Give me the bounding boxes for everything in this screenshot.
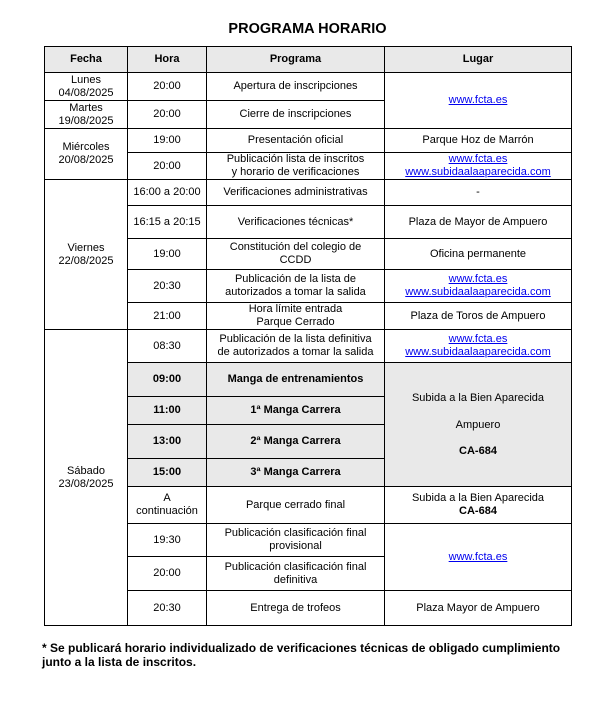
date-cell (45, 73, 128, 101)
programa-cell (207, 270, 385, 303)
weekday: Martes (69, 101, 103, 114)
hora-cell: 13:00 (128, 425, 207, 459)
programa-line: Constitución del colegio de (229, 241, 362, 253)
subida-link[interactable]: www.subidaalaaparecida.com (405, 166, 551, 178)
header-hora: Hora (128, 47, 207, 73)
programa-line: y horario de verificaciones (231, 166, 360, 178)
programa-line: provisional (269, 540, 322, 552)
lugar-cell (385, 363, 572, 487)
hora-cell: 20:00 (128, 557, 207, 591)
hora-cell: 16:00 a 20:00 (128, 180, 207, 206)
hora-cell (128, 487, 207, 524)
lugar-cell: Parque Hoz de Marrón (385, 129, 572, 153)
subida-link[interactable]: www.subidaalaaparecida.com (405, 346, 551, 358)
programa-line: Publicación de la lista de (234, 273, 357, 285)
programa-cell: 1ª Manga Carrera (207, 397, 385, 425)
hora-line: continuación (136, 505, 198, 517)
lugar-line: Subida a la Bien Aparecida (411, 492, 545, 504)
header-row (45, 47, 572, 73)
programa-line: definitiva (273, 573, 318, 586)
hora-cell: 08:30 (128, 330, 207, 363)
programa-cell (207, 557, 385, 591)
header-lugar: Lugar (385, 47, 572, 73)
hora-cell: 20:00 (128, 101, 207, 129)
hora-cell: 16:15 a 20:15 (128, 206, 207, 239)
programa-line: CCDD (279, 254, 312, 266)
hora-line: A (163, 492, 171, 504)
programa-line: Publicación lista de inscritos (226, 153, 365, 165)
programa-cell: Cierre de inscripciones (207, 101, 385, 129)
date-cell (45, 330, 128, 626)
lugar-cell (385, 73, 572, 129)
header-fecha: Fecha (45, 47, 128, 73)
hora-cell: 11:00 (128, 397, 207, 425)
date-cell (45, 101, 128, 129)
hora-cell: 19:00 (128, 239, 207, 270)
lugar-cell: - (385, 180, 572, 206)
fcta-link[interactable]: www.fcta.es (448, 153, 508, 165)
programa-cell (207, 239, 385, 270)
programa-cell (207, 330, 385, 363)
programa-line: Hora límite entrada (248, 303, 343, 315)
programa-cell: Entrega de trofeos (207, 591, 385, 626)
fcta-link[interactable]: www.fcta.es (448, 273, 508, 285)
programa-cell: 3ª Manga Carrera (207, 459, 385, 487)
date-cell (45, 180, 128, 330)
programa-cell (207, 303, 385, 330)
hora-cell: 19:00 (128, 129, 207, 153)
fcta-link[interactable]: www.fcta.es (448, 333, 508, 345)
lugar-cell: Plaza de Toros de Ampuero (385, 303, 572, 330)
fcta-link[interactable]: www.fcta.es (448, 94, 508, 106)
programa-cell: Verificaciones administrativas (207, 180, 385, 206)
weekday: Sábado (67, 464, 105, 477)
programa-line: autorizados a tomar la salida (225, 286, 366, 298)
lugar-cell: Plaza Mayor de Ampuero (385, 591, 572, 626)
date: 20/08/2025 (58, 154, 114, 166)
header-programa: Programa (207, 47, 385, 73)
date: 04/08/2025 (58, 86, 114, 99)
lugar-cell: Plaza de Mayor de Ampuero (385, 206, 572, 239)
lugar-line: CA-684 (459, 505, 497, 517)
programa-cell (207, 153, 385, 180)
lugar-line: Ampuero (455, 418, 501, 431)
programa-line: Publicación de la lista definitiva (219, 333, 372, 345)
programa-cell: Presentación oficial (207, 129, 385, 153)
hora-cell: 20:00 (128, 153, 207, 180)
hora-cell: 20:30 (128, 591, 207, 626)
lugar-cell (385, 487, 572, 524)
date: 23/08/2025 (58, 477, 114, 490)
weekday: Miércoles (62, 141, 110, 153)
date: 19/08/2025 (58, 114, 114, 127)
programa-line: Publicación clasificación final (224, 560, 367, 573)
lugar-line: CA-684 (459, 444, 497, 457)
hora-cell: 09:00 (128, 363, 207, 397)
hora-cell: 20:30 (128, 270, 207, 303)
lugar-cell (385, 270, 572, 303)
subida-link[interactable]: www.subidaalaaparecida.com (405, 286, 551, 298)
table-row (45, 129, 572, 153)
date-cell (45, 129, 128, 180)
weekday: Lunes (71, 73, 101, 86)
programa-line: de autorizados a tomar la salida (217, 346, 374, 358)
table-row (45, 180, 572, 206)
programa-cell: 2ª Manga Carrera (207, 425, 385, 459)
hora-cell: 15:00 (128, 459, 207, 487)
lugar-cell (385, 330, 572, 363)
schedule-table (44, 46, 572, 626)
hora-cell: 19:30 (128, 524, 207, 557)
lugar-cell: Oficina permanente (385, 239, 572, 270)
table-row (45, 330, 572, 363)
fcta-link[interactable]: www.fcta.es (448, 550, 508, 563)
programa-cell: Manga de entrenamientos (207, 363, 385, 397)
programa-line: Parque Cerrado (256, 316, 335, 328)
programa-cell: Parque cerrado final (207, 487, 385, 524)
date: 22/08/2025 (58, 254, 114, 267)
hora-cell: 20:00 (128, 73, 207, 101)
lugar-cell (385, 153, 572, 180)
programa-line: Publicación clasificación final (224, 527, 367, 539)
hora-cell: 21:00 (128, 303, 207, 330)
table-row (45, 73, 572, 101)
programa-cell: Verificaciones técnicas* (207, 206, 385, 239)
programa-cell (207, 524, 385, 557)
page-title: PROGRAMA HORARIO (228, 21, 387, 37)
programa-cell: Apertura de inscripciones (207, 73, 385, 101)
lugar-cell (385, 524, 572, 591)
weekday: Viernes (67, 241, 105, 254)
footnote: * Se publicará horario individualizado de verificaciones técnicas de obligado cumplimiento junto a la lista de inscritos. (42, 641, 561, 669)
lugar-line: Subida a la Bien Aparecida (411, 391, 545, 404)
